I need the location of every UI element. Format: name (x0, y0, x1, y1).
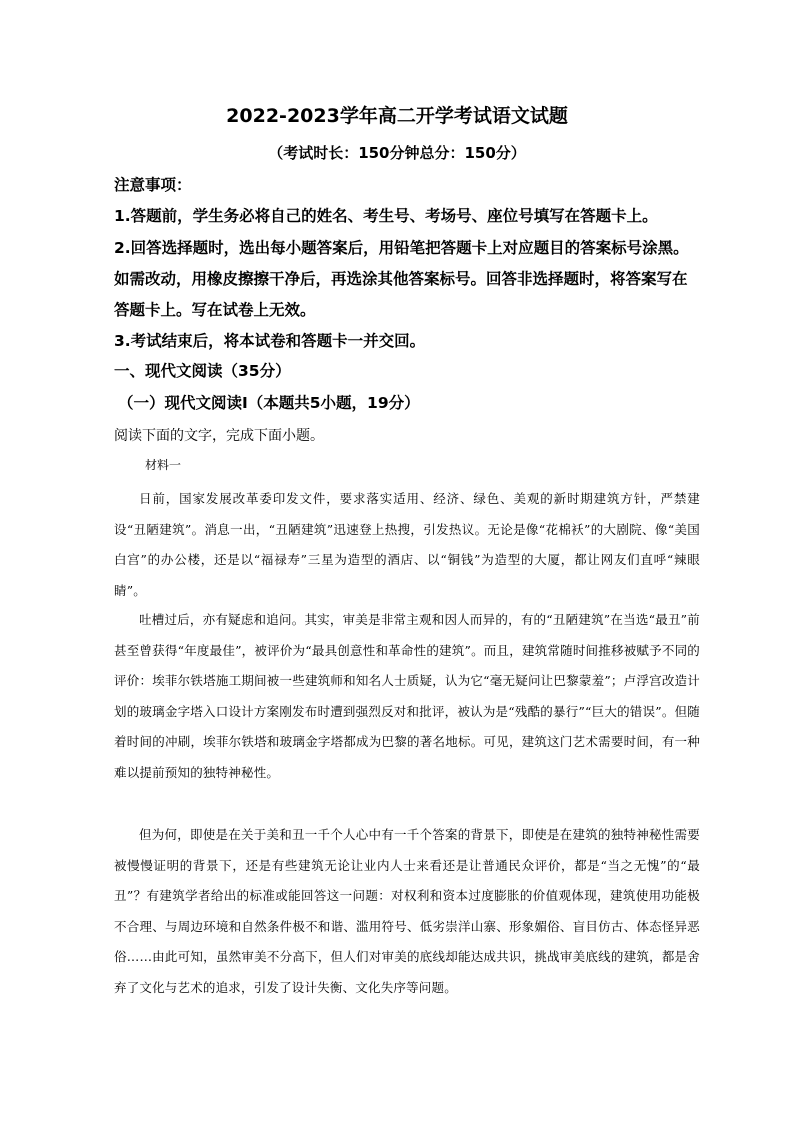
material-paragraph-1: 日前，国家发展改革委印发文件，要求落实适用、经济、绿色、美观的新时期建筑方针，严禁建设“丑陋建筑”。消息一出，“丑陋建筑”迅速登上热搜，引发热议。无论是像“花棉袄”的大剧院、像“美国白宫”的办公楼，还是以“福禄寿”三星为造型的酒店、以“铜钱”为造型的大厦，都让网友们直呼“辣眼睛”。 (114, 491, 700, 598)
notice-line-5: 3.考试结束后，将本试卷和答题卡一并交回。 (114, 332, 426, 350)
notice-line-4: 答题卡上。写在试卷上无效。 (114, 301, 316, 319)
material-paragraph-2: 吐槽过后，亦有疑虑和追问。其实，审美是非常主观和因人而异的，有的“丑陋建筑”在当选“最丑”前甚至曾获得“年度最佳”，被评价为“最具创意性和革命性的建筑”。而且，建筑常随时间推移被赋予不同的评价：埃菲尔铁塔施工期间被一些建筑师和知名人士质疑，认为它“毫无疑问让巴黎蒙羞”；卢浮宫改造计划的玻璃金字塔入口设计方案刚发布时遭到强烈反对和批评，被认为是“残酷的暴行”“巨大的错误”。但随着时间的冲刷，埃菲尔铁塔和玻璃金字塔都成为巴黎的著名地标。可见，建筑这门艺术需要时间，有一种难以提前预知的独特神秘性。 (114, 612, 700, 780)
section-subheading: （一）现代文阅读Ⅰ（本题共5小题，19分） (118, 394, 420, 412)
section-heading: 一、现代文阅读（35分） (114, 362, 291, 380)
notice-heading: 注意事项： (114, 176, 192, 194)
exam-duration: （考试时长：150分钟总分：150分） (268, 144, 526, 162)
exam-title: 2022-2023学年高二开学考试语文试题 (226, 105, 568, 127)
notice-line-2: 2.回答选择题时，选出每小题答案后，用铅笔把答题卡上对应题目的答案标号涂黑。 (114, 239, 689, 257)
notice-line-1: 1.答题前，学生务必将自己的姓名、考生号、考场号、座位号填写在答题卡上。 (114, 207, 658, 225)
material-label: 材料一 (145, 458, 182, 472)
material-paragraph-3: 但为何，即使是在关于美和丑一千个人心中有一千个答案的背景下，即使是在建筑的独特神秘性需要被慢慢证明的背景下，还是有些建筑无论让业内人士来看还是让普通民众评价，都是“当之无愧”的“最丑”？有建筑学者给出的标准或能回答这一问题：对权利和资本过度膨胀的价值观体现，建筑使用功能极不合理、与周边环境和自然条件极不和谐、滥用符号、低劣崇洋山寨、形象媚俗、盲目仿古、体态怪异恶俗……由此可知，虽然审美不分高下，但人们对审美的底线却能达成共识，挑战审美底线的建筑，都是舍弃了文化与艺术的追求，引发了设计失衡、文化失序等问题。 (114, 827, 700, 995)
notice-line-3: 如需改动，用橡皮擦擦干净后，再选涂其他答案标号。回答非选择题时，将答案写在 (114, 270, 688, 288)
reading-instruction: 阅读下面的文字，完成下面小题。 (114, 428, 324, 444)
